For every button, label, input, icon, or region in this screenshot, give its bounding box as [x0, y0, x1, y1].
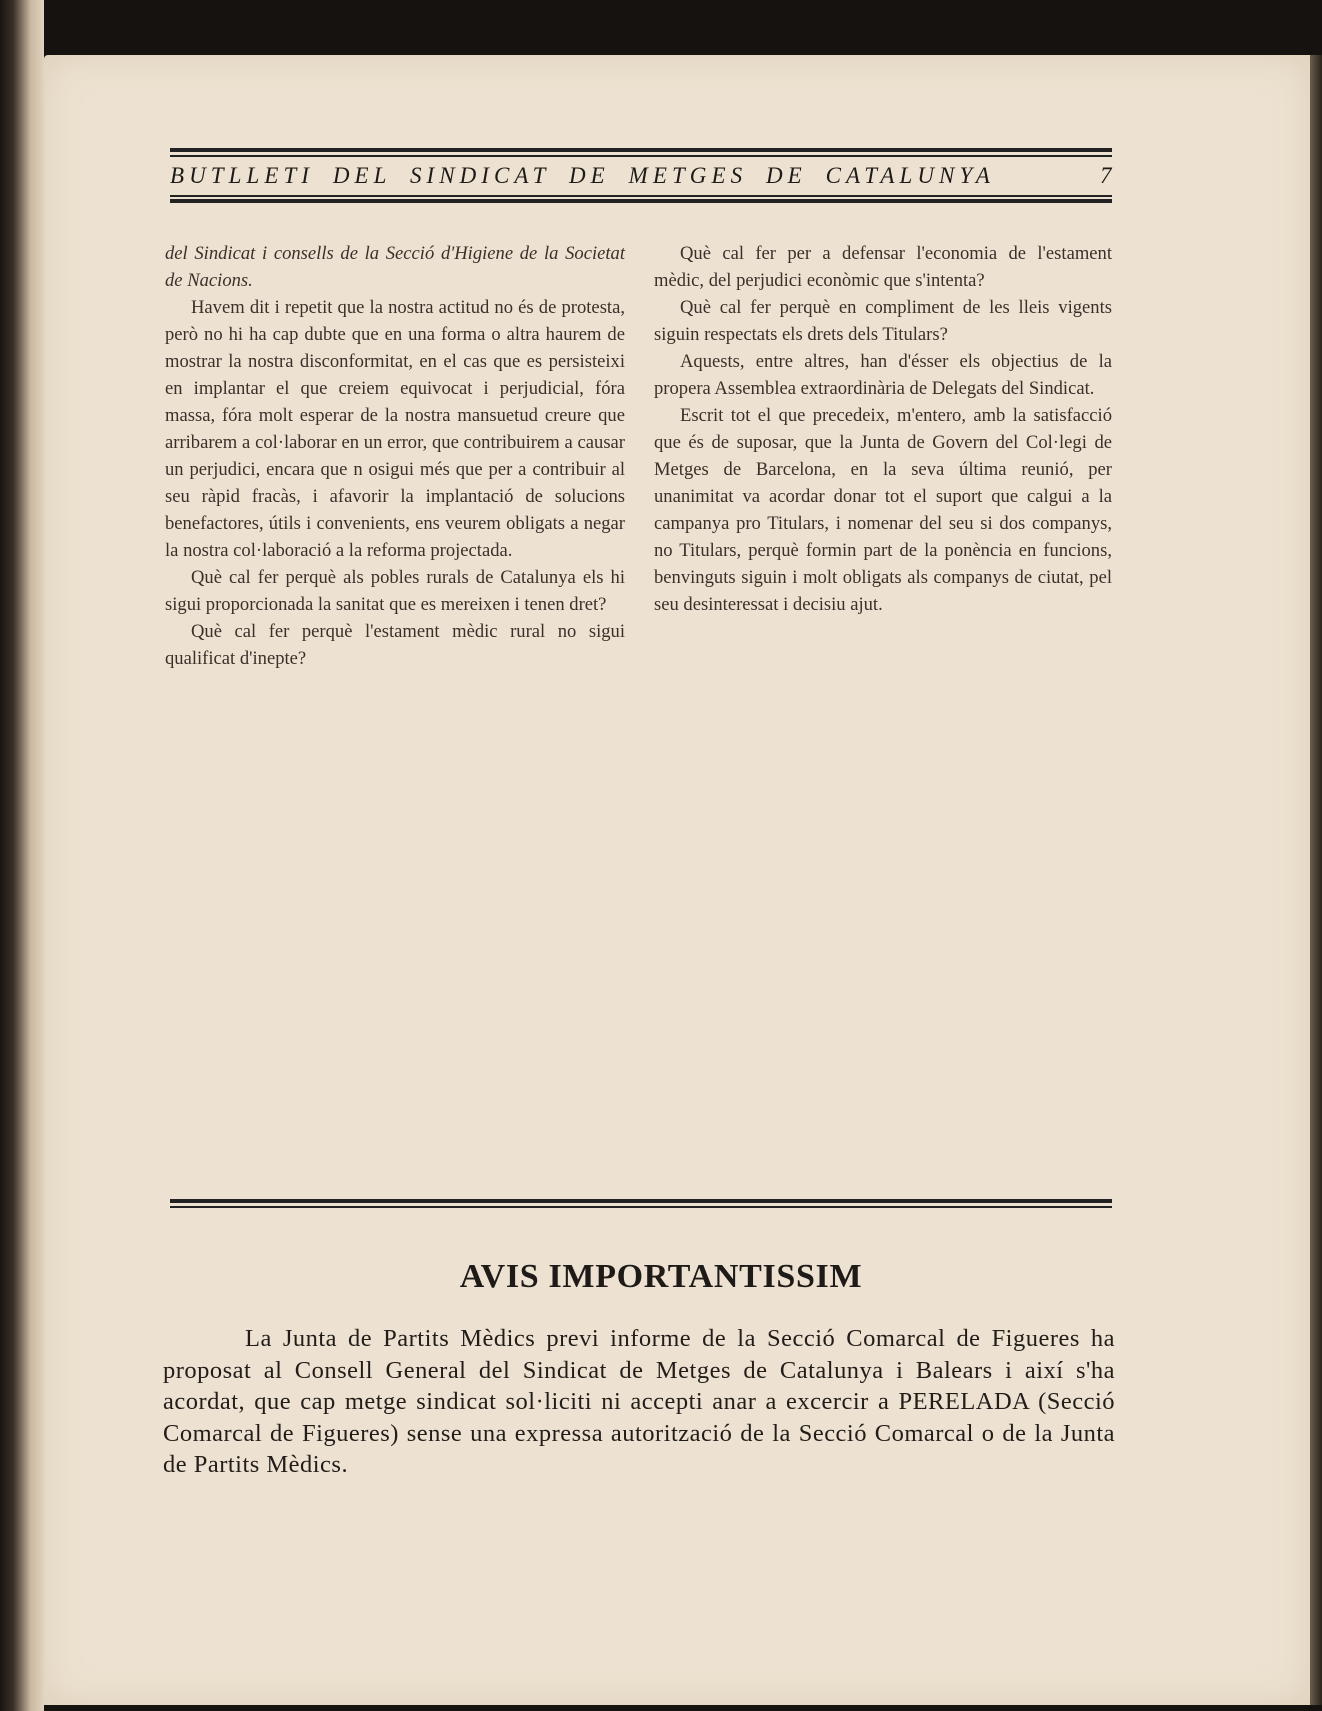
right-page-edge: [1310, 55, 1322, 1705]
left-column-intro: del Sindicat i consells de la Secció d'Higiene de la Societat de Nacions.: [165, 243, 625, 291]
paragraph: Havem dit i repetit que la nostra actitud no és de protesta, però no hi ha cap dubte que en una forma o altra haurem de mostrar la nostra disconformitat, en el cas que es persisteixi en implantar el que creiem equivocat i perjudicial, fóra massa, fóra molt esperar de la nostra mansuetud creure que arribarem a col·laborar en un error, que contribuirem a causar un perjudici, encara que n osigui més que per a contribuir al seu ràpid fracàs, i afavorir la implantació de solucions benefactores, útils i convenients, ens veurem obligats a negar la nostra col·laboració a la reforma projectada.: [165, 297, 625, 561]
left-page-edge: [0, 0, 44, 1711]
notice-body: La Junta de Partits Mèdics previ informe de la Secció Comarcal de Figueres ha proposat al Consell General del Sindicat de Metges de Catalunya i Balears i així s'ha acordat, que cap metge sindicat sol·liciti ni accepti anar a excercir a PERELADA (Secció Comarcal de Figueres) sense una expressa autorització de la Secció Comarcal o de la Junta de Partits Mèdics.: [163, 1325, 1115, 1478]
header-rule-bottom-thin: [170, 195, 1112, 197]
notice-title: AVIS IMPORTANTISSIM: [459, 1258, 863, 1295]
left-column: [165, 240, 625, 672]
paragraph: Escrit tot el que precedeix, m'entero, amb la satisfacció que és de suposar, que la Junta de Govern del Col·legi de Metges de Barcelona, en la seva última reunió, per unanimitat va acordar donar tot el suport que calgui a la campanya pro Titulars, i nomenar del seu si dos companys, no Titulars, perquè formin part de la ponència en funcions, benvinguts siguin i molt obligats als companys de ciutat, pel seu desinteressat i decisiu ajut.: [654, 405, 1112, 615]
header-rule-bottom-thick: [170, 199, 1112, 203]
page-number: 7: [1100, 163, 1112, 188]
right-column: [654, 240, 1112, 618]
header-rule-top-thick: [170, 148, 1112, 152]
header-title: BUTLLETI DEL SINDICAT DE METGES DE CATALUNYA: [170, 163, 995, 188]
header-rule-top-thin: [170, 155, 1112, 157]
paragraph: Què cal fer perquè l'estament mèdic rural no sigui qualificat d'inepte?: [165, 621, 625, 669]
paragraph: Què cal fer perquè en compliment de les lleis vigents siguin respectats els drets dels Titulars?: [654, 297, 1112, 345]
paragraph: Què cal fer per a defensar l'economia de l'estament mèdic, del perjudici econòmic que s'intenta?: [654, 243, 1112, 291]
paragraph: Què cal fer perquè als pobles rurals de Catalunya els hi sigui proporcionada la sanitat que es mereixen i tenen dret?: [165, 567, 625, 615]
notice-rule-thick: [170, 1199, 1112, 1203]
paragraph: Aquests, entre altres, han d'ésser els objectius de la propera Assemblea extraordinària de Delegats del Sindicat.: [654, 351, 1112, 399]
notice-rule-thin: [170, 1206, 1112, 1208]
